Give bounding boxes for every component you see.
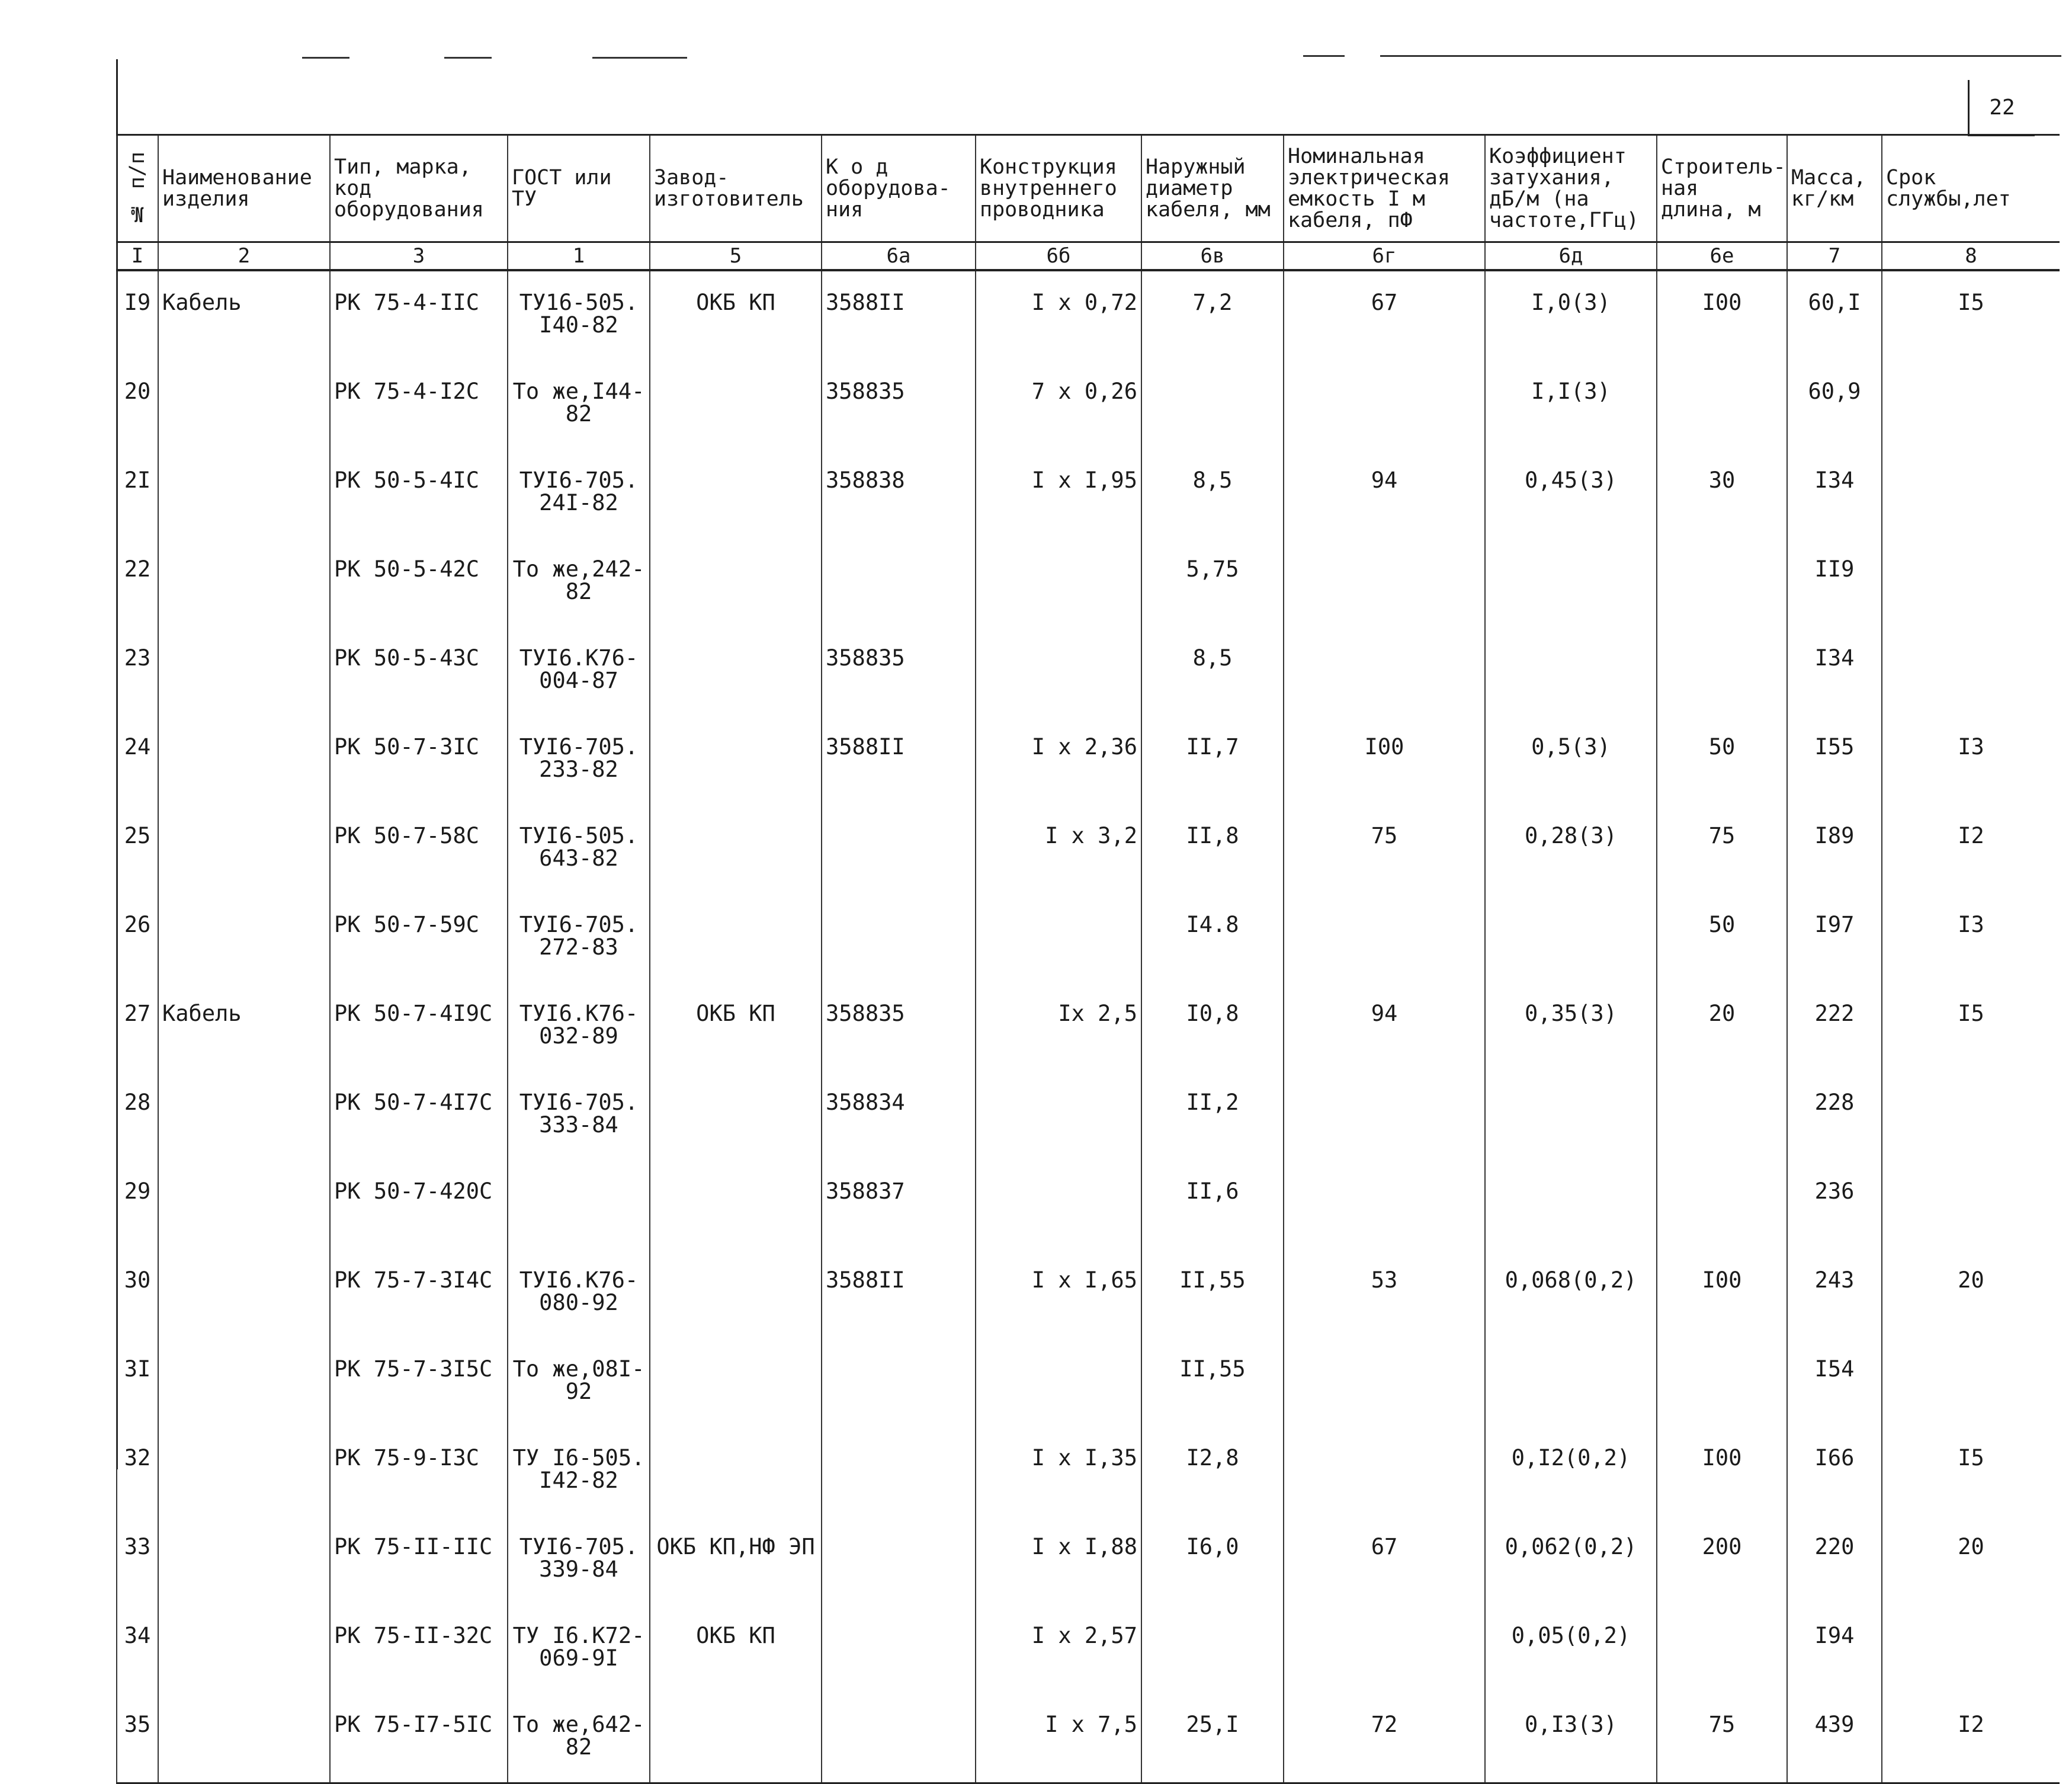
header-life: Срок службы,лет: [1882, 135, 2060, 242]
table-row: [117, 805, 2060, 893]
build-length-cell: I00: [1657, 1427, 1787, 1516]
top-rule-5: [1380, 55, 2061, 57]
outer-diameter-cell: [1141, 1604, 1284, 1693]
cable-type-cell: РК 50-7-420С: [330, 1160, 508, 1249]
attenuation-cell: 0,I3(3): [1485, 1693, 1657, 1783]
build-length-cell: [1657, 1604, 1787, 1693]
table-row: [117, 627, 2060, 716]
header-conductor: Конструкция внутреннего проводника: [976, 135, 1141, 242]
equipment-code-cell: [822, 1516, 976, 1604]
gost-tu-cell: ТУ I6.К72- 069-9I: [508, 1604, 650, 1693]
row-number-cell: 35: [117, 1693, 158, 1783]
table-row: [117, 1338, 2060, 1427]
row-number-cell: 24: [117, 716, 158, 805]
colnum-6v: 6в: [1141, 242, 1284, 271]
gost-tu-cell: ТУI6.К76- 004-87: [508, 627, 650, 716]
gost-tu-cell: ТУ16-505. I40-82: [508, 270, 650, 360]
capacitance-cell: 67: [1284, 270, 1485, 360]
table-row: [117, 1160, 2060, 1249]
service-life-cell: I3: [1882, 893, 2060, 982]
attenuation-cell: 0,I2(0,2): [1485, 1427, 1657, 1516]
build-length-cell: 75: [1657, 1693, 1787, 1783]
cable-type-cell: РК 75-II-IIС: [330, 1516, 508, 1604]
column-number-row: [117, 242, 2060, 271]
service-life-cell: [1882, 627, 2060, 716]
attenuation-cell: 0,05(0,2): [1485, 1604, 1657, 1693]
equipment-code-cell: [822, 1338, 976, 1427]
equipment-code-cell: 358838: [822, 449, 976, 538]
capacitance-cell: 94: [1284, 982, 1485, 1071]
header-num: № п/п: [117, 135, 158, 242]
gost-tu-cell: То же,642- 82: [508, 1693, 650, 1783]
colnum-7: 7: [1787, 242, 1882, 271]
inner-conductor-cell: I x I,88: [976, 1516, 1141, 1604]
cable-type-cell: РК 75-I7-5IС: [330, 1693, 508, 1783]
capacitance-cell: [1284, 627, 1485, 716]
product-name-cell: [158, 1249, 330, 1338]
attenuation-cell: 0,5(3): [1485, 716, 1657, 805]
service-life-cell: [1882, 1071, 2060, 1160]
inner-conductor-cell: I x 0,72: [976, 270, 1141, 360]
mass-cell: 236: [1787, 1160, 1882, 1249]
header-maker: Завод-изготовитель: [650, 135, 822, 242]
row-number-cell: 32: [117, 1427, 158, 1516]
product-name-cell: [158, 1516, 330, 1604]
top-rule-2: [444, 57, 492, 59]
cable-type-cell: РК 75-7-3I5С: [330, 1338, 508, 1427]
build-length-cell: I00: [1657, 270, 1787, 360]
service-life-cell: [1882, 360, 2060, 449]
outer-diameter-cell: [1141, 360, 1284, 449]
outer-diameter-cell: II,8: [1141, 805, 1284, 893]
cable-type-cell: РК 75-4-I2С: [330, 360, 508, 449]
manufacturer-cell: [650, 1160, 822, 1249]
build-length-cell: I00: [1657, 1249, 1787, 1338]
equipment-code-cell: 3588II: [822, 1249, 976, 1338]
attenuation-cell: 0,28(3): [1485, 805, 1657, 893]
inner-conductor-cell: I x 7,5: [976, 1693, 1141, 1783]
outer-diameter-cell: I0,8: [1141, 982, 1284, 1071]
colnum-1: I: [117, 242, 158, 271]
gost-tu-cell: [508, 1160, 650, 1249]
capacitance-cell: 72: [1284, 1693, 1485, 1783]
cable-type-cell: РК 75-7-3I4С: [330, 1249, 508, 1338]
outer-diameter-cell: 8,5: [1141, 449, 1284, 538]
product-name-cell: [158, 538, 330, 627]
cable-type-cell: РК 75-4-IIС: [330, 270, 508, 360]
header-mass: Масса, кг/км: [1787, 135, 1882, 242]
equipment-code-cell: 358835: [822, 360, 976, 449]
header-name: Наименование изделия: [158, 135, 330, 242]
cable-type-cell: РК 50-7-4I7С: [330, 1071, 508, 1160]
manufacturer-cell: ОКБ КП: [650, 270, 822, 360]
equipment-code-cell: [822, 538, 976, 627]
row-number-cell: I9: [117, 270, 158, 360]
outer-diameter-cell: II,2: [1141, 1071, 1284, 1160]
inner-conductor-cell: I x I,35: [976, 1427, 1141, 1516]
build-length-cell: 200: [1657, 1516, 1787, 1604]
row-number-cell: 2I: [117, 449, 158, 538]
colnum-3: 3: [330, 242, 508, 271]
outer-diameter-cell: 8,5: [1141, 627, 1284, 716]
gost-tu-cell: ТУI6-705. 339-84: [508, 1516, 650, 1604]
capacitance-cell: [1284, 1338, 1485, 1427]
cable-type-cell: РК 50-5-4IС: [330, 449, 508, 538]
gost-tu-cell: ТУI6.К76- 032-89: [508, 982, 650, 1071]
row-number-cell: 23: [117, 627, 158, 716]
header-code: К о д оборудова- ния: [822, 135, 976, 242]
mass-cell: I97: [1787, 893, 1882, 982]
gost-tu-cell: То же,I44-82: [508, 360, 650, 449]
mass-cell: 60,I: [1787, 270, 1882, 360]
table-row: [117, 716, 2060, 805]
service-life-cell: I2: [1882, 1693, 2060, 1783]
mass-cell: 222: [1787, 982, 1882, 1071]
product-name-cell: [158, 1693, 330, 1783]
inner-conductor-cell: [976, 1160, 1141, 1249]
mass-cell: I66: [1787, 1427, 1882, 1516]
product-name-cell: [158, 1604, 330, 1693]
table-row: [117, 360, 2060, 449]
header-length: Строитель- ная длина, м: [1657, 135, 1787, 242]
service-life-cell: [1882, 449, 2060, 538]
attenuation-cell: 0,45(3): [1485, 449, 1657, 538]
mass-cell: 439: [1787, 1693, 1882, 1783]
attenuation-cell: I,0(3): [1485, 270, 1657, 360]
mass-cell: 220: [1787, 1516, 1882, 1604]
outer-diameter-cell: I4.8: [1141, 893, 1284, 982]
cable-type-cell: РК 50-7-3IС: [330, 716, 508, 805]
build-length-cell: [1657, 1071, 1787, 1160]
row-number-cell: 27: [117, 982, 158, 1071]
colnum-5: 5: [650, 242, 822, 271]
manufacturer-cell: [650, 627, 822, 716]
row-number-cell: 22: [117, 538, 158, 627]
gost-tu-cell: ТУ I6-505. I42-82: [508, 1427, 650, 1516]
service-life-cell: I3: [1882, 716, 2060, 805]
build-length-cell: [1657, 1338, 1787, 1427]
capacitance-cell: 94: [1284, 449, 1485, 538]
inner-conductor-cell: I x 2,36: [976, 716, 1141, 805]
product-name-cell: Кабель: [158, 270, 330, 360]
product-name-cell: [158, 893, 330, 982]
row-number-cell: 28: [117, 1071, 158, 1160]
table-row: [117, 538, 2060, 627]
build-length-cell: [1657, 627, 1787, 716]
mass-cell: 243: [1787, 1249, 1882, 1338]
manufacturer-cell: ОКБ КП: [650, 1604, 822, 1693]
capacitance-cell: [1284, 1604, 1485, 1693]
cable-type-cell: РК 50-5-43С: [330, 627, 508, 716]
inner-conductor-cell: I x 2,57: [976, 1604, 1141, 1693]
table-row: [117, 982, 2060, 1071]
service-life-cell: I5: [1882, 270, 2060, 360]
table-row: [117, 1427, 2060, 1516]
colnum-6a: 6а: [822, 242, 976, 271]
mass-cell: I89: [1787, 805, 1882, 893]
capacitance-cell: [1284, 1071, 1485, 1160]
equipment-code-cell: 358835: [822, 982, 976, 1071]
equipment-code-cell: [822, 1427, 976, 1516]
table-body: [117, 270, 2060, 1783]
cable-spec-table: [116, 134, 2060, 1784]
capacitance-cell: [1284, 538, 1485, 627]
mass-cell: 60,9: [1787, 360, 1882, 449]
mass-cell: 228: [1787, 1071, 1882, 1160]
top-rule-3: [592, 57, 687, 59]
service-life-cell: [1882, 1338, 2060, 1427]
gost-tu-cell: ТУI6-705. 272-83: [508, 893, 650, 982]
inner-conductor-cell: [976, 893, 1141, 982]
capacitance-cell: 67: [1284, 1516, 1485, 1604]
inner-conductor-cell: [976, 627, 1141, 716]
inner-conductor-cell: I x 3,2: [976, 805, 1141, 893]
equipment-code-cell: [822, 805, 976, 893]
header-capacitance: Номинальная электрическая емкость I м кабеля, пФ: [1284, 135, 1485, 242]
colnum-6g: 6г: [1284, 242, 1485, 271]
row-number-cell: 25: [117, 805, 158, 893]
product-name-cell: [158, 1071, 330, 1160]
attenuation-cell: [1485, 538, 1657, 627]
manufacturer-cell: [650, 449, 822, 538]
mass-cell: I55: [1787, 716, 1882, 805]
service-life-cell: I2: [1882, 805, 2060, 893]
manufacturer-cell: [650, 1427, 822, 1516]
build-length-cell: 20: [1657, 982, 1787, 1071]
capacitance-cell: [1284, 1427, 1485, 1516]
manufacturer-cell: [650, 1071, 822, 1160]
product-name-cell: [158, 627, 330, 716]
build-length-cell: 50: [1657, 893, 1787, 982]
row-number-cell: 20: [117, 360, 158, 449]
row-number-cell: 34: [117, 1604, 158, 1693]
page-number: 22: [1968, 80, 2035, 136]
attenuation-cell: [1485, 1160, 1657, 1249]
manufacturer-cell: [650, 805, 822, 893]
table-row: [117, 1693, 2060, 1783]
mass-cell: I54: [1787, 1338, 1882, 1427]
colnum-6b: 6б: [976, 242, 1141, 271]
attenuation-cell: 0,068(0,2): [1485, 1249, 1657, 1338]
inner-conductor-cell: I x I,65: [976, 1249, 1141, 1338]
gost-tu-cell: То же,08I-92: [508, 1338, 650, 1427]
top-rule-4: [1303, 55, 1345, 57]
inner-conductor-cell: [976, 1338, 1141, 1427]
header-diameter: Наружный диаметр кабеля, мм: [1141, 135, 1284, 242]
attenuation-cell: [1485, 1071, 1657, 1160]
inner-conductor-cell: Iх 2,5: [976, 982, 1141, 1071]
attenuation-cell: [1485, 893, 1657, 982]
colnum-6d: 6д: [1485, 242, 1657, 271]
inner-conductor-cell: [976, 538, 1141, 627]
table-row: [117, 1516, 2060, 1604]
capacitance-cell: [1284, 360, 1485, 449]
cable-type-cell: РК 50-5-42С: [330, 538, 508, 627]
outer-diameter-cell: I2,8: [1141, 1427, 1284, 1516]
manufacturer-cell: [650, 716, 822, 805]
table-row: [117, 893, 2060, 982]
equipment-code-cell: 358835: [822, 627, 976, 716]
build-length-cell: [1657, 1160, 1787, 1249]
table-row: [117, 1249, 2060, 1338]
service-life-cell: 20: [1882, 1249, 2060, 1338]
row-number-cell: 29: [117, 1160, 158, 1249]
manufacturer-cell: [650, 538, 822, 627]
table-row: [117, 1071, 2060, 1160]
colnum-8: 8: [1882, 242, 2060, 271]
table-row: [117, 449, 2060, 538]
mass-cell: II9: [1787, 538, 1882, 627]
mass-cell: I34: [1787, 627, 1882, 716]
manufacturer-cell: [650, 1338, 822, 1427]
capacitance-cell: [1284, 893, 1485, 982]
attenuation-cell: 0,062(0,2): [1485, 1516, 1657, 1604]
product-name-cell: [158, 716, 330, 805]
attenuation-cell: [1485, 627, 1657, 716]
manufacturer-cell: [650, 893, 822, 982]
table-row: [117, 270, 2060, 360]
capacitance-cell: I00: [1284, 716, 1485, 805]
product-name-cell: [158, 805, 330, 893]
row-number-cell: 33: [117, 1516, 158, 1604]
manufacturer-cell: [650, 360, 822, 449]
equipment-code-cell: 3588II: [822, 716, 976, 805]
outer-diameter-cell: 7,2: [1141, 270, 1284, 360]
service-life-cell: [1882, 538, 2060, 627]
row-number-cell: 3I: [117, 1338, 158, 1427]
attenuation-cell: I,I(3): [1485, 360, 1657, 449]
manufacturer-cell: [650, 1693, 822, 1783]
row-number-cell: 26: [117, 893, 158, 982]
build-length-cell: [1657, 360, 1787, 449]
manufacturer-cell: ОКБ КП: [650, 982, 822, 1071]
equipment-code-cell: 3588II: [822, 270, 976, 360]
equipment-code-cell: [822, 1604, 976, 1693]
service-life-cell: I5: [1882, 1427, 2060, 1516]
outer-diameter-cell: I6,0: [1141, 1516, 1284, 1604]
product-name-cell: [158, 449, 330, 538]
cable-type-cell: РК 50-7-4I9С: [330, 982, 508, 1071]
table-row: [117, 1604, 2060, 1693]
service-life-cell: [1882, 1604, 2060, 1693]
build-length-cell: 30: [1657, 449, 1787, 538]
attenuation-cell: 0,35(3): [1485, 982, 1657, 1071]
service-life-cell: 20: [1882, 1516, 2060, 1604]
inner-conductor-cell: 7 x 0,26: [976, 360, 1141, 449]
top-rule-1: [302, 57, 349, 59]
gost-tu-cell: ТУI6-705. 333-84: [508, 1071, 650, 1160]
colnum-4: 1: [508, 242, 650, 271]
mass-cell: I34: [1787, 449, 1882, 538]
build-length-cell: 50: [1657, 716, 1787, 805]
row-number-cell: 30: [117, 1249, 158, 1338]
inner-conductor-cell: [976, 1071, 1141, 1160]
build-length-cell: 75: [1657, 805, 1787, 893]
colnum-6e: 6е: [1657, 242, 1787, 271]
equipment-code-cell: 358837: [822, 1160, 976, 1249]
equipment-code-cell: 358834: [822, 1071, 976, 1160]
manufacturer-cell: [650, 1249, 822, 1338]
gost-tu-cell: ТУI6-705. 24I-82: [508, 449, 650, 538]
equipment-code-cell: [822, 893, 976, 982]
gost-tu-cell: ТУI6-505. 643-82: [508, 805, 650, 893]
manufacturer-cell: ОКБ КП,НФ ЭП: [650, 1516, 822, 1604]
header-gost: ГОСТ или ТУ: [508, 135, 650, 242]
header-type: Тип, марка, код оборудования: [330, 135, 508, 242]
outer-diameter-cell: II,7: [1141, 716, 1284, 805]
equipment-code-cell: [822, 1693, 976, 1783]
product-name-cell: Кабель: [158, 982, 330, 1071]
capacitance-cell: 53: [1284, 1249, 1485, 1338]
gost-tu-cell: ТУI6-705. 233-82: [508, 716, 650, 805]
service-life-cell: I5: [1882, 982, 2060, 1071]
build-length-cell: [1657, 538, 1787, 627]
outer-diameter-cell: 5,75: [1141, 538, 1284, 627]
capacitance-cell: [1284, 1160, 1485, 1249]
outer-diameter-cell: II,55: [1141, 1249, 1284, 1338]
outer-diameter-cell: II,6: [1141, 1160, 1284, 1249]
product-name-cell: [158, 1160, 330, 1249]
inner-conductor-cell: I x I,95: [976, 449, 1141, 538]
product-name-cell: [158, 360, 330, 449]
colnum-2: 2: [158, 242, 330, 271]
cable-type-cell: РК 75-II-32С: [330, 1604, 508, 1693]
outer-diameter-cell: 25,I: [1141, 1693, 1284, 1783]
product-name-cell: [158, 1338, 330, 1427]
cable-type-cell: РК 50-7-59С: [330, 893, 508, 982]
gost-tu-cell: То же,242-82: [508, 538, 650, 627]
cable-type-cell: РК 75-9-I3С: [330, 1427, 508, 1516]
gost-tu-cell: ТУI6.К76- 080-92: [508, 1249, 650, 1338]
mass-cell: I94: [1787, 1604, 1882, 1693]
capacitance-cell: 75: [1284, 805, 1485, 893]
outer-diameter-cell: II,55: [1141, 1338, 1284, 1427]
header-row: [117, 135, 2060, 242]
product-name-cell: [158, 1427, 330, 1516]
header-attenuation: Коэффициент затухания, дБ/м (на частоте,ГГц): [1485, 135, 1657, 242]
cable-type-cell: РК 50-7-58С: [330, 805, 508, 893]
attenuation-cell: [1485, 1338, 1657, 1427]
service-life-cell: [1882, 1160, 2060, 1249]
